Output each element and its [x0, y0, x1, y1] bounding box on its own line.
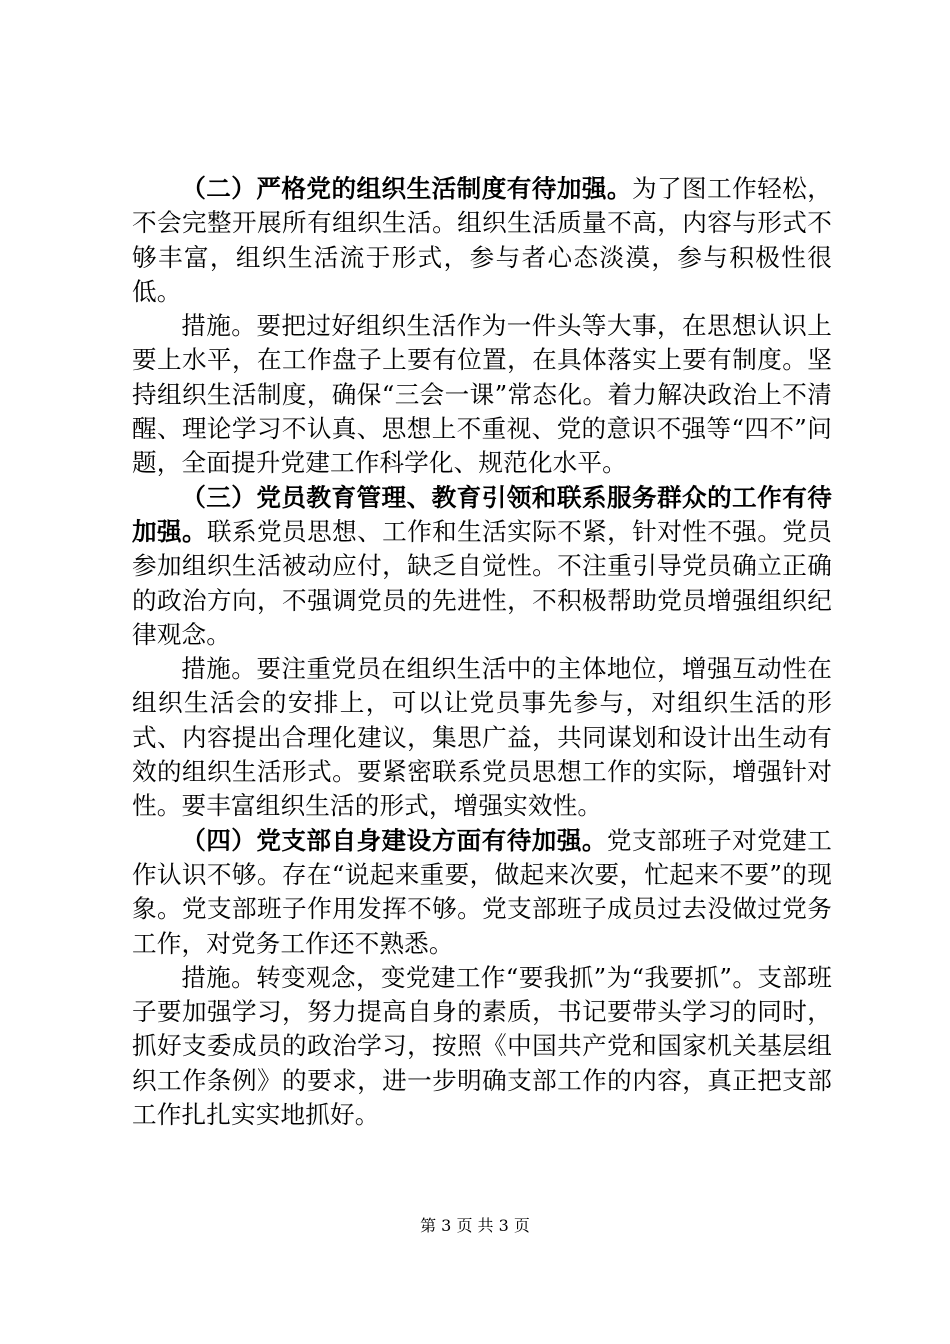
- paragraph-2-organization-life: [132, 172, 832, 309]
- page-footer: 第 3 页 共 3 页: [420, 1216, 530, 1235]
- paragraph-text: 措施。转变观念，变党建工作“要我抓”为“我要抓”。支部班子要加强学习，努力提高自身的素质，书记要带头学习的同时，抓好支委成员的政治学习，按照《中国共产党和国家机关基层组织工作条例》的要求，进一步明确支部工作的内容，真正把支部工作扎扎实实地抓好。: [132, 962, 832, 1130]
- paragraph-text: 为了图工作轻松，不会完整开展所有组织生活。组织生活质量不高，内容与形式不够丰富，组织生活流于形式，参与者心态淡漠，参与积极性很低。: [132, 174, 833, 306]
- section-heading: （四）党支部自身建设方面有待加强。: [181, 825, 607, 855]
- paragraph-text: 党支部班子对党建工作认识不够。存在“说起来重要，做起来次要，忙起来不要”的现象。党支部班子作用发挥不够。党支部班子成员过去没做过党务工作，对党务工作还不熟悉。: [132, 825, 832, 958]
- body-text: [132, 172, 832, 1132]
- paragraph-text: 措施。要把过好组织生活作为一件头等大事，在思想认识上要上水平，在工作盘子上要有位置，在具体落实上要有制度。坚持组织生活制度，确保“三会一课”常态化。着力解决政治上不清醒、理论学习不认真、思想上不重视、党的意识不强等“四不”问题，全面提升党建工作科学化、规范化水平。: [132, 311, 832, 478]
- paragraph-measures-1: [132, 309, 832, 480]
- paragraph-measures-2: [132, 652, 832, 823]
- paragraph-text: 联系党员思想、工作和生活实际不紧，针对性不强。党员参加组织生活被动应付，缺乏自觉性。不注重引导党员确立正确的政治方向，不强调党员的先进性，不积极帮助党员增强组织纪律观念。: [132, 516, 832, 649]
- paragraph-4-branch-building: [132, 824, 832, 961]
- section-heading: （二）严格党的组织生活制度有待加强。: [181, 174, 632, 203]
- paragraph-3-member-education: [132, 481, 832, 652]
- section-heading: （三）党员教育管理、教育引领和联系服务群众的工作有待加强。: [132, 482, 832, 546]
- paragraph-text: 措施。要注重党员在组织生活中的主体地位，增强互动性在组织生活会的安排上，可以让党员事先参与，对组织生活的形式、内容提出合理化建议，集思广益，共同谋划和设计出生动有效的组织生活形式。要紧密联系党员思想工作的实际，增强针对性。要丰富组织生活的形式，增强实效性。: [132, 654, 832, 821]
- paragraph-measures-3: [132, 961, 832, 1132]
